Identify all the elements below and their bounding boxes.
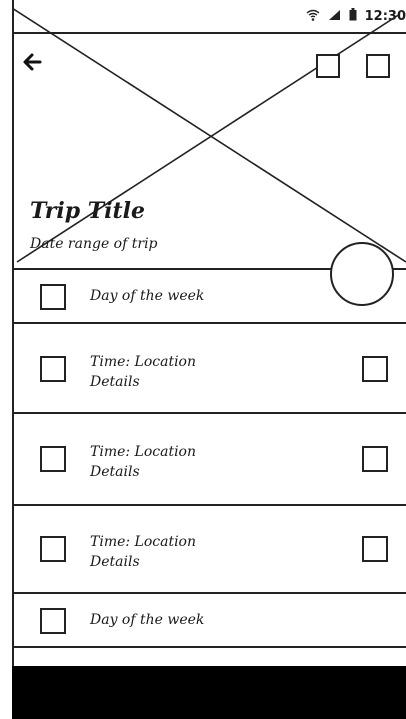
bottom-navigation-bar bbox=[12, 666, 406, 719]
entry-text bbox=[90, 532, 196, 572]
list-item-entry[interactable] bbox=[12, 324, 406, 412]
list-item-day[interactable] bbox=[12, 270, 406, 322]
day-label: Day of the week bbox=[90, 288, 205, 304]
entry-checkbox[interactable] bbox=[40, 446, 66, 472]
list-item-entry[interactable] bbox=[12, 506, 406, 592]
entry-text bbox=[90, 352, 196, 392]
entry-details: Details bbox=[90, 554, 140, 570]
day-checkbox[interactable] bbox=[40, 284, 66, 310]
back-button[interactable] bbox=[22, 52, 42, 76]
entry-checkbox[interactable] bbox=[40, 536, 66, 562]
header-action-button-1[interactable] bbox=[316, 54, 340, 78]
list-item-entry[interactable] bbox=[12, 414, 406, 504]
header-image-placeholder bbox=[12, 0, 406, 270]
status-time: 12:30 bbox=[364, 9, 406, 24]
entry-action-box[interactable] bbox=[362, 446, 388, 472]
day-checkbox[interactable] bbox=[40, 608, 66, 634]
entry-time-location: Time: Location bbox=[90, 444, 197, 460]
trip-date-range: Date range of trip bbox=[30, 236, 158, 252]
entry-checkbox[interactable] bbox=[40, 356, 66, 382]
trip-title: Trip Title bbox=[30, 198, 146, 224]
row-divider bbox=[12, 646, 406, 648]
entry-text bbox=[90, 442, 196, 482]
list-item-day[interactable] bbox=[12, 594, 406, 646]
day-label: Day of the week bbox=[90, 612, 205, 628]
entry-details: Details bbox=[90, 464, 140, 480]
header-action-button-2[interactable] bbox=[366, 54, 390, 78]
entry-time-location: Time: Location bbox=[90, 534, 197, 550]
entry-time-location: Time: Location bbox=[90, 354, 197, 370]
entry-action-box[interactable] bbox=[362, 536, 388, 562]
entry-details: Details bbox=[90, 374, 140, 390]
arrow-left-icon bbox=[22, 50, 42, 78]
entry-action-box[interactable] bbox=[362, 356, 388, 382]
